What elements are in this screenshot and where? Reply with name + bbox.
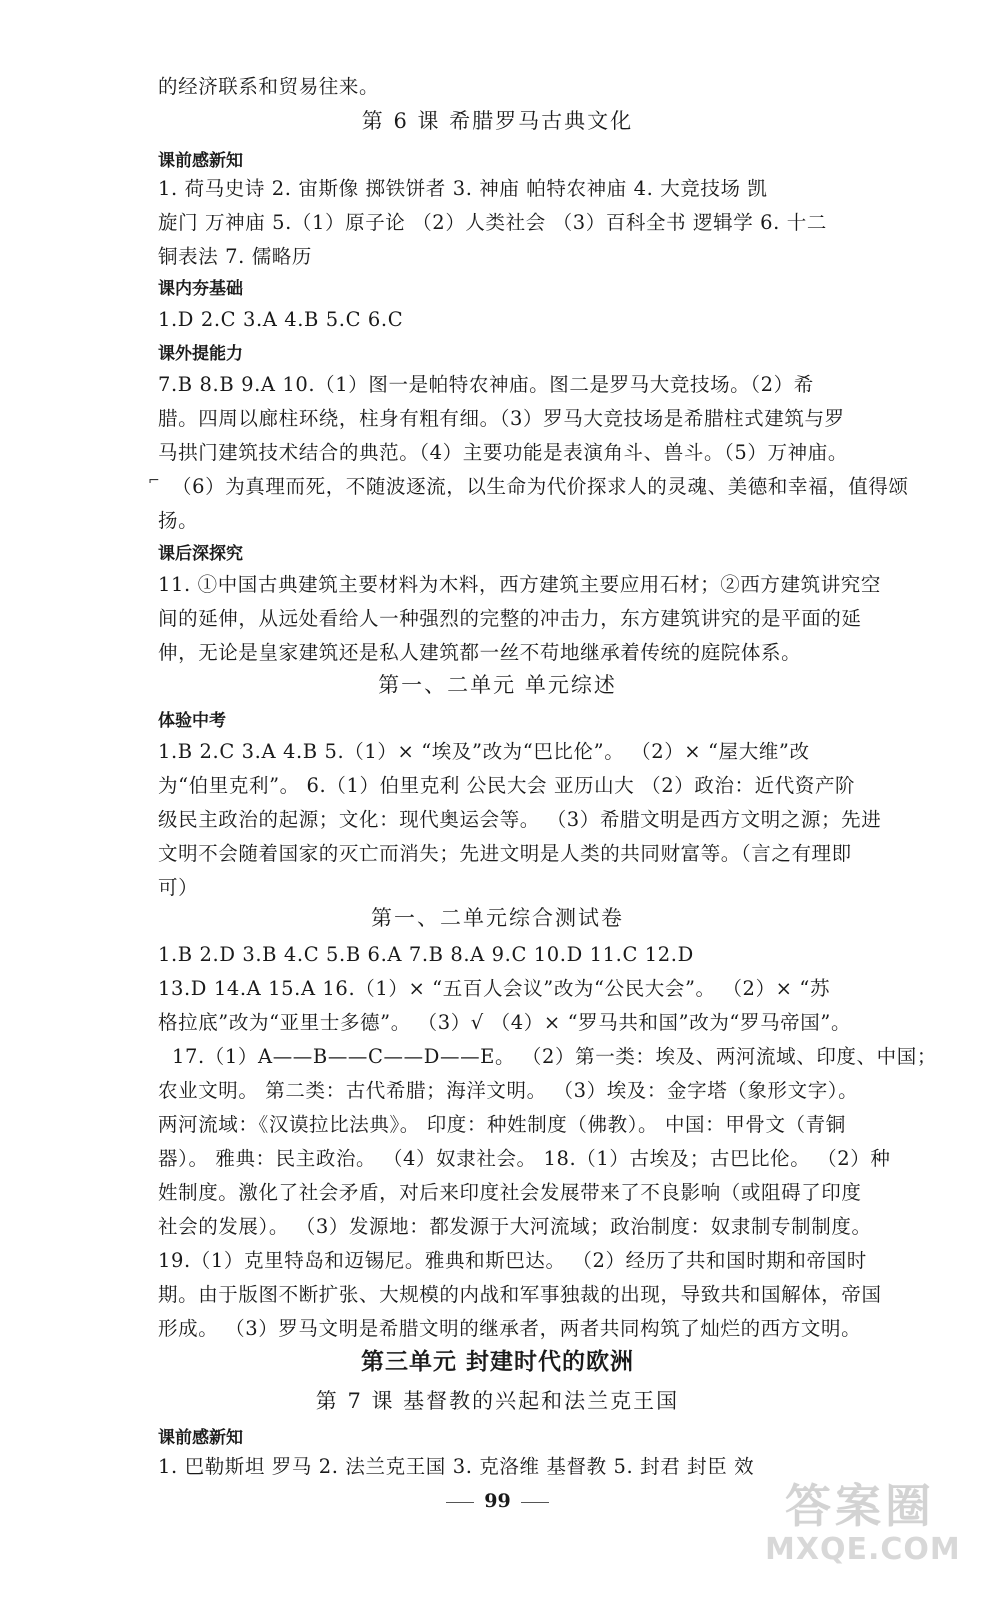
text-line: 农业文明。 第二类：古代希腊；海洋文明。 （3）埃及：金字塔（象形文字）。 — [158, 1079, 859, 1102]
text-line: 腊。四周以廊柱环绕，柱身有粗有细。（3）罗马大竞技场是希腊柱式建筑与罗 — [158, 407, 845, 430]
section-label-basics: 课内夯基础 — [158, 279, 243, 299]
text-line: 间的延伸，从远处看给人一种强烈的完整的冲击力，东方建筑讲究的是平面的延 — [158, 607, 862, 630]
watermark-logo — [755, 1470, 961, 1580]
unit-test-heading: 第一、二单元综合测试卷 — [371, 906, 624, 930]
text-line: 1.B 2.C 3.A 4.B 5.（1）× “埃及”改为“巴比伦”。 （2）× “屋大维”改 — [158, 740, 810, 763]
text-line: 7.B 8.B 9.A 10.（1）图一是帕特农神庙。图二是罗马大竞技场。（2）希 — [158, 373, 814, 396]
text-line: 的经济联系和贸易往来。 — [158, 75, 380, 98]
text-line: 为“伯里克利”。 6.（1）伯里克利 公民大会 亚历山大 （2）政治：近代资产阶 — [158, 774, 856, 797]
text-line: 1. 荷马史诗 2. 宙斯像 掷铁饼者 3. 神庙 帕特农神庙 4. 大竞技场 凯 — [158, 177, 768, 200]
text-line: 17.（1）A——B——C——D——E。 （2）第一类：埃及、两河流域、印度、中国； — [172, 1045, 937, 1068]
text-line: 两河流域：《汉谟拉比法典》。 印度：种姓制度（佛教）。 中国：甲骨文（青铜 — [158, 1113, 846, 1136]
text-line: 社会的发展）。 （3）发源地：都发源于大河流域；政治制度：奴隶制专制制度。 — [158, 1215, 872, 1238]
text-line: 器）。 雅典：民主政治。 （4）奴隶社会。 18.（1）古埃及；古巴比伦。 （2）种 — [158, 1147, 891, 1170]
section-label-preview: 课前感新知 — [158, 151, 243, 171]
text-line: 马拱门建筑技术结合的典范。（4）主要功能是表演角斗、兽斗。（5）万神庙。 — [158, 441, 848, 464]
watermark-text-top: 答案圈 — [785, 1479, 935, 1533]
text-line: 1.B 2.D 3.B 4.C 5.B 6.A 7.B 8.A 9.C 10.D 11.C 12.D — [158, 943, 694, 966]
text-line: 伸，无论是皇家建筑还是私人建筑都一丝不苟地继承着传统的庭院体系。 — [158, 641, 802, 664]
text-line: 姓制度。激化了社会矛盾，对后来印度社会发展带来了不良影响（或阻碍了印度 — [158, 1181, 862, 1204]
watermark-text-bottom: MXQE.COM — [765, 1532, 961, 1567]
text-line: 可） — [158, 876, 199, 899]
text-line: 扬。 — [158, 509, 199, 532]
lesson-7-heading: 第 7 课 基督教的兴起和法兰克王国 — [315, 1389, 680, 1413]
text-line: 19.（1）克里特岛和迈锡尼。雅典和斯巴达。 （2）经历了共和国时期和帝国时 — [158, 1249, 867, 1272]
lesson-6-heading: 第 6 课 希腊罗马古典文化 — [361, 109, 634, 133]
text-line: 格拉底”改为“亚里士多德”。 （3）√ （4）× “罗马共和国”改为“罗马帝国”。 — [158, 1011, 852, 1034]
text-line: 1. 巴勒斯坦 罗马 2. 法兰克王国 3. 克洛维 基督教 5. 封君 封臣 效 — [158, 1455, 755, 1478]
page-number-dash — [446, 1502, 474, 1503]
section-label-preview: 课前感新知 — [158, 1428, 243, 1448]
text-line: 旋门 万神庙 5.（1）原子论 （2）人类社会 （3）百科全书 逻辑学 6. 十二 — [158, 211, 827, 234]
stray-mark: ⌐ — [148, 473, 160, 489]
text-line: 文明不会随着国家的灭亡而消失；先进文明是人类的共同财富等。（言之有理即 — [158, 842, 852, 865]
section-label-exam: 体验中考 — [158, 711, 226, 731]
unit-summary-heading: 第一、二单元 单元综述 — [378, 673, 617, 697]
text-line: 1.D 2.C 3.A 4.B 5.C 6.C — [158, 308, 404, 331]
text-line: 形成。 （3）罗马文明是希腊文明的继承者，两者共同构筑了灿烂的西方文明。 — [158, 1317, 862, 1340]
text-line: （6）为真理而死，不随波逐流，以生命为代价探求人的灵魂、美德和幸福，值得颂 — [172, 475, 909, 498]
section-label-ability: 课外提能力 — [158, 344, 243, 364]
text-line: 13.D 14.A 15.A 16.（1）× “五百人会议”改为“公民大会”。 （2）× “苏 — [158, 977, 831, 1000]
text-line: 级民主政治的起源；文化：现代奥运会等。 （3）希腊文明是西方文明之源；先进 — [158, 808, 882, 831]
text-line: 铜表法 7. 儒略历 — [158, 245, 313, 268]
page-number-value: 99 — [484, 1490, 511, 1512]
text-line: 11. ①中国古典建筑主要材料为木料，西方建筑主要应用石材；②西方建筑讲究空 — [158, 573, 882, 596]
section-label-explore: 课后深探究 — [158, 544, 243, 564]
page-number-dash — [521, 1502, 549, 1503]
unit-3-title: 第三单元 封建时代的欧洲 — [360, 1349, 634, 1375]
text-line: 期。由于版图不断扩张、大规模的内战和军事独裁的出现，导致共和国解体，帝国 — [158, 1283, 882, 1306]
